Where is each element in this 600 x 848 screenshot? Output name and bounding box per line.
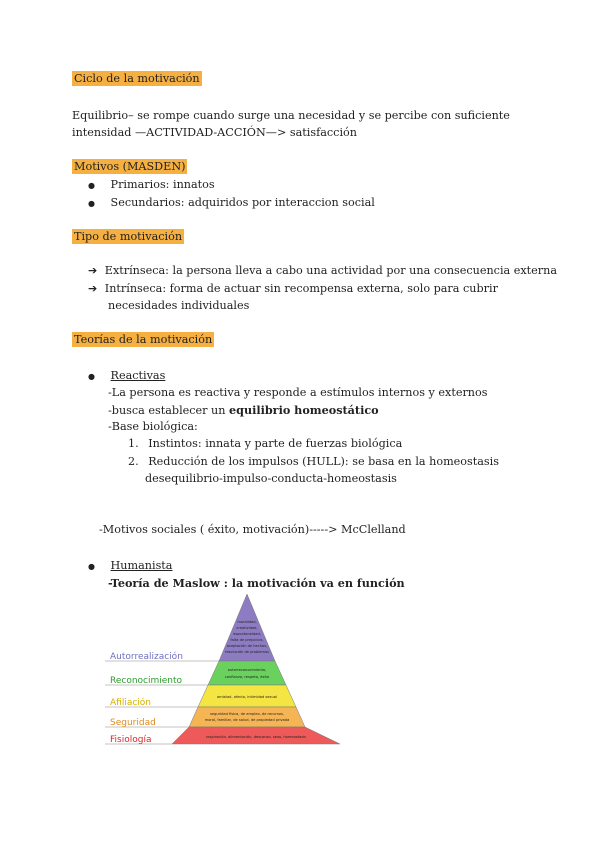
content-autorrealizacion-3: falta de prejuicios, — [230, 638, 264, 642]
pyramid-level-reconocimiento — [208, 661, 286, 685]
reactivas-line-1: -La persona es reactiva y responde a estímulos internos y externos — [108, 386, 488, 399]
content-afiliacion-0: amistad, afecto, intimidad sexual — [216, 695, 278, 699]
content-reconocimiento-0: autorreconocimiento, — [227, 668, 267, 672]
content-autorrealizacion-4: aceptación de hechos, — [226, 644, 268, 648]
arrow-right-icon: ➔ — [88, 264, 98, 277]
ciclo-line-2: intensidad —ACTIVIDAD-ACCIÓN—> satisfacción — [72, 126, 357, 139]
item-extrinseca: ➔ Extrínseca: la persona lleva a cabo una actividad por una consecuencia externa — [88, 264, 558, 277]
content-seguridad-1: moral, familiar, de salud, de propiedad privada — [204, 718, 290, 722]
arrow-right-icon: ➔ — [88, 282, 98, 295]
bullet-secundarios: ● Secundarios: adquiridos por interaccion social — [88, 196, 375, 209]
bullet-dot-icon: ● — [88, 199, 95, 208]
content-reconocimiento-1: confianza, respeto, éxito — [224, 675, 270, 679]
content-autorrealizacion-2: espontaneidad, — [233, 632, 261, 636]
humanista-line-1: -Teoría de Maslow : la motivación va en función — [108, 576, 405, 590]
content-autorrealizacion-1: creatividad, — [236, 626, 258, 630]
reactivas-line-3: -Base biológica: — [108, 420, 198, 433]
bullet-dot-icon: ● — [88, 181, 95, 190]
reactivas-item-2-cont: desequilibrio-impulso-conducta-homeostasis — [145, 472, 397, 485]
label-afiliacion: Afiliación — [110, 698, 152, 708]
bullet-dot-icon: ● — [88, 562, 95, 571]
heading-teorias: Teorías de la motivación — [74, 333, 213, 346]
reactivas-line-2: -busca establecer un equilibrio homeostático — [108, 403, 379, 417]
heading-motivos: Motivos (MASDEN) — [74, 160, 186, 173]
bullet-primarios: ● Primarios: innatos — [88, 178, 215, 191]
content-autorrealizacion-5: resolución de problemas — [224, 650, 270, 654]
reactivas-item-1: 1. Instintos: innata y parte de fuerzas biológica — [128, 437, 403, 450]
content-autorrealizacion-0: moralidad, — [237, 620, 257, 624]
label-reconocimiento: Reconocimiento — [110, 676, 183, 686]
pyramid-level-seguridad — [189, 707, 305, 727]
bullet-humanista: ● Humanista — [88, 559, 173, 572]
heading-ciclo: Ciclo de la motivación — [74, 72, 200, 85]
item-intrinseca-cont: necesidades individuales — [108, 299, 250, 312]
motivos-sociales: -Motivos sociales ( éxito, motivación)-----> McClelland — [99, 523, 406, 536]
content-seguridad-0: seguridad física, de empleo, de recursos, — [209, 712, 285, 716]
item-intrinseca: ➔ Intrínseca: forma de actuar sin recompensa externa, solo para cubrir — [88, 282, 498, 295]
label-autorrealizacion: Autorrealización — [110, 652, 183, 662]
bullet-dot-icon: ● — [88, 372, 95, 381]
ciclo-line-1: Equilibrio– se rompe cuando surge una necesidad y se percibe con suficiente — [72, 109, 510, 122]
reactivas-item-2: 2. Reducción de los impulsos (HULL): se basa en la homeostasis — [128, 455, 499, 468]
content-fisiologia-0: respiración, alimentación, descanso, sexo, homeostasis — [205, 735, 307, 739]
label-fisiologia: Fisiología — [110, 735, 152, 745]
heading-tipo: Tipo de motivación — [74, 230, 183, 243]
maslow-pyramid — [105, 590, 345, 750]
bullet-reactivas: ● Reactivas — [88, 369, 166, 382]
label-seguridad: Seguridad — [110, 718, 156, 728]
